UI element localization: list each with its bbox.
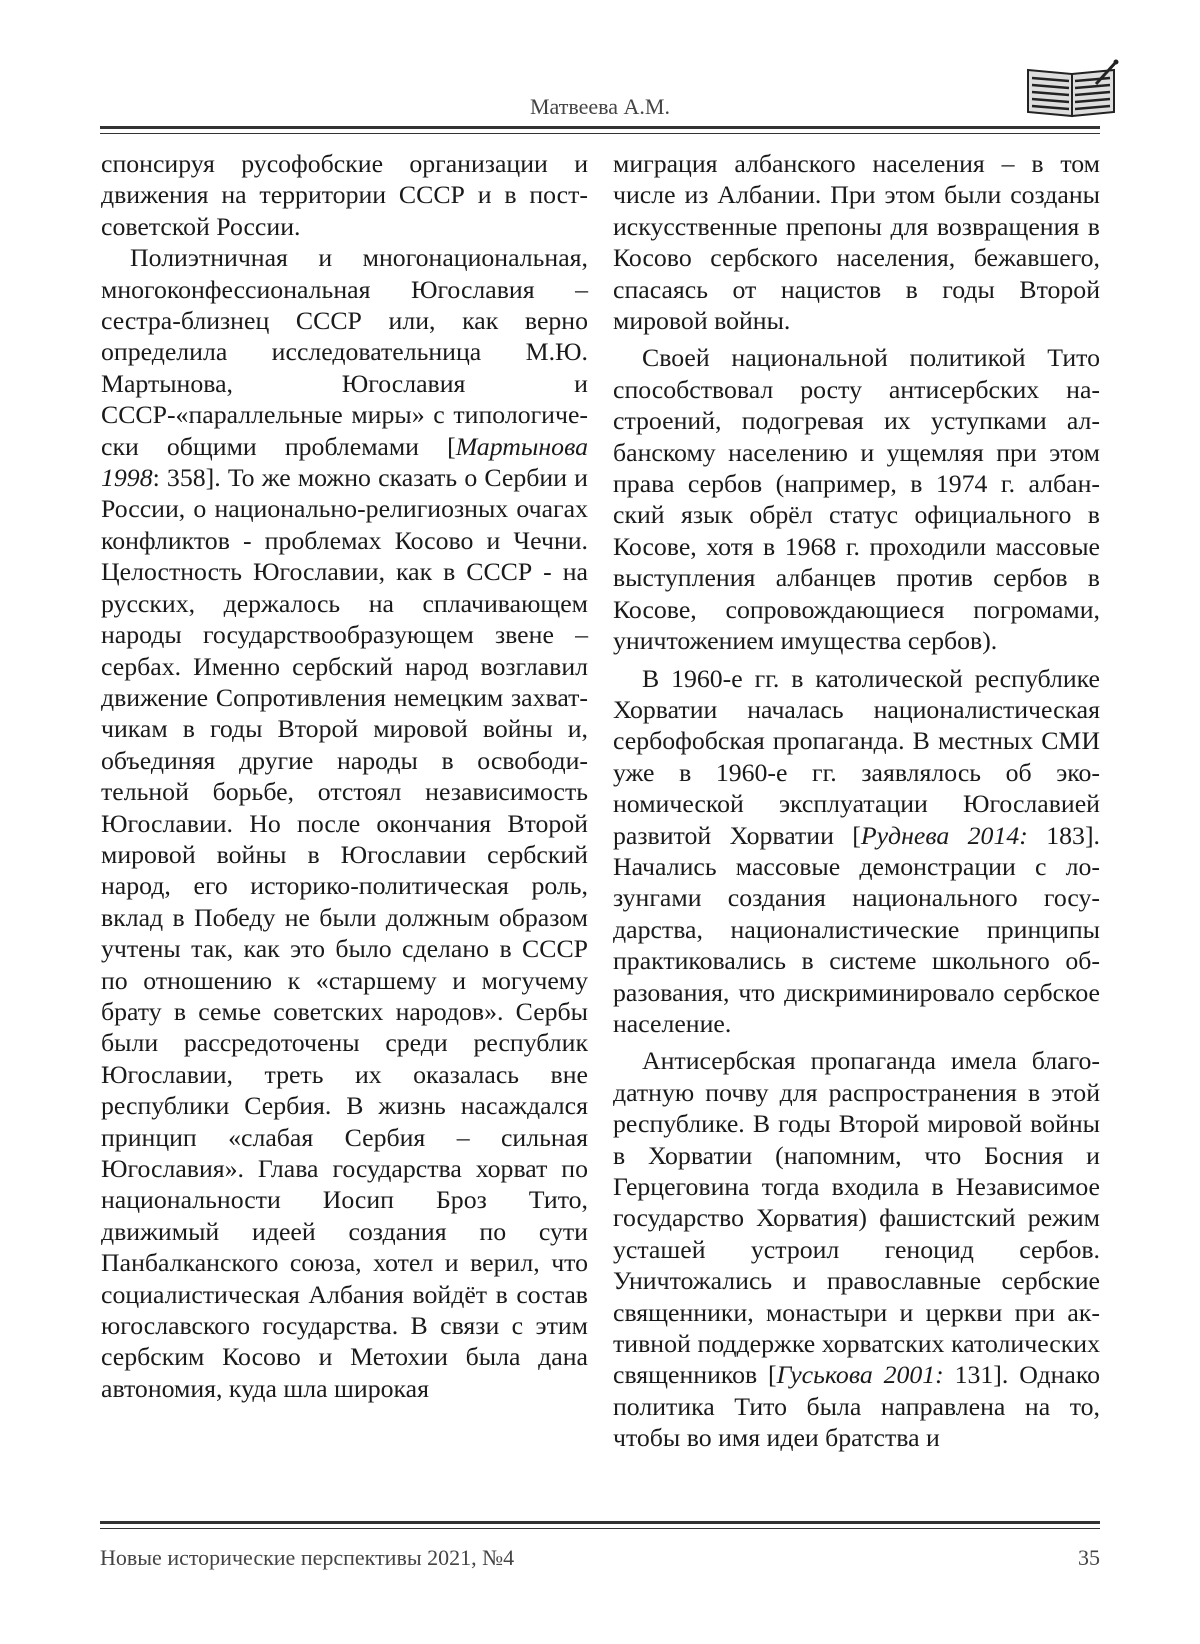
citation-author: Гуськова 2001: [776, 1360, 944, 1390]
paragraph-text: Антисербская пропаганда имела благодатную почву для распространения в этой республике. В годы Второй мировой войны в Хорватии (напомним, что Босния и Герцеговина тогда входила в Независимое государство Хорватия) фашистский режим усташей устроил геноцид сербов. Уничтожались и православные сербские священники, монастыри и церкви при активной поддержке хорватских католических священников [ [613, 1046, 1100, 1390]
paragraph-text: 131]. Однако политика Тито была направлена на то, чтобы во имя идеи братства и [613, 1360, 1100, 1453]
footer-journal-title: Новые исторические перспективы 2021, №4 [100, 1545, 515, 1570]
header-rule-thick [100, 126, 1100, 129]
left-column [101, 148, 588, 1404]
paragraph-text: Полиэтничная и многонациональная, многоконфессиональная Югославия – сестра-близнец СССР или, как верно определила исследовательница М.Ю. Мартынова, Югославия и СССР-«параллельные миры» с типологически общими проблемами [ [101, 243, 588, 461]
page-number: 35 [1078, 1545, 1100, 1570]
paragraph-text: В 1960-е гг. в католической республике Хорватии началась националистическая сербофобская пропаганда. В местных СМИ уже в 1960-е гг. заявлялось об экономической эксплуатации Югославией развитой Хорватии [ [613, 663, 1100, 850]
citation-author: Руднева 2014: [860, 820, 1028, 850]
paragraph-text: : 358]. То же можно сказать о Сербии и России, о национально-религиозных очагах конфликтов - проблемах Косово и Чечни. Целостность Югославии, как в СССР - на русских, держалось на сплачивающем народы государствообразующем звене – сербах. Именно сербский народ возглавил движение Сопротивления немецким захватчикам в годы Второй мировой войны и, объединяя другие народы в освободительной борьбе, отстоял независимость Югославии. Но после окончания Второй мировой войны в Югославии сербский народ, его историко-политическая роль, вклад в Победу не были должным образом учтены так, как это было сделано в СССР по отношению к «старшему и могучему брату в семье советских народов». Сербы были рассредоточены среди республик Югославии, треть их оказалась вне республики Сербия. В жизнь насаждался принцип «слабая Сербия – сильная Югославия». Глава государства хорват по национальности Иосип Броз Тито, движимый идеей создания по сути Панбалканского союза, хотел и верил, что социалистическая Албания войдёт в состав югославского государства. В связи с этим сербским Косово и Метохии была дана автономия, куда шла широкая [101, 463, 588, 1403]
paragraph [101, 242, 588, 1404]
paragraph: Своей национальной политикой Тито способствовал росту антисербских настроений, подогревая их уступками албанскому населению и ущемляя при этом права сербов (например, в 1974 г. албанский язык обрёл статус официального в Косове, хотя в 1968 г. проходили массовые выступления албанцев против сербов в Косове, сопровождающиеся погромами, уничтожением имущества сербов). [613, 343, 1100, 656]
paragraph [613, 1045, 1100, 1453]
footer-rule-thick [100, 1521, 1100, 1524]
footer-rule-thin [100, 1528, 1100, 1529]
book-icon [1022, 58, 1120, 120]
paragraph [613, 663, 1100, 1040]
header-rule-thin [100, 133, 1100, 134]
citation-author: Мартынова 1998 [101, 431, 588, 493]
right-column [613, 148, 1100, 1454]
paragraph: миграция албанского населения – в том числе из Албании. При этом были созданы искусственные препоны для возвращения в Косово сербского населения, бежавшего, спасаясь от нацистов в годы Второй мировой войны. [613, 149, 1100, 336]
paragraph: спонсируя русофобские организации и движения на территории СССР и в постсоветской России. [101, 149, 588, 241]
paragraph-text: 183]. Начались массовые демонстрации с лозунгами создания национального государства, националистические принципы практиковались в системе школьного образования, что дискриминировало сербское население. [613, 820, 1100, 1038]
running-header-author: Матвеева А.М. [530, 94, 670, 119]
